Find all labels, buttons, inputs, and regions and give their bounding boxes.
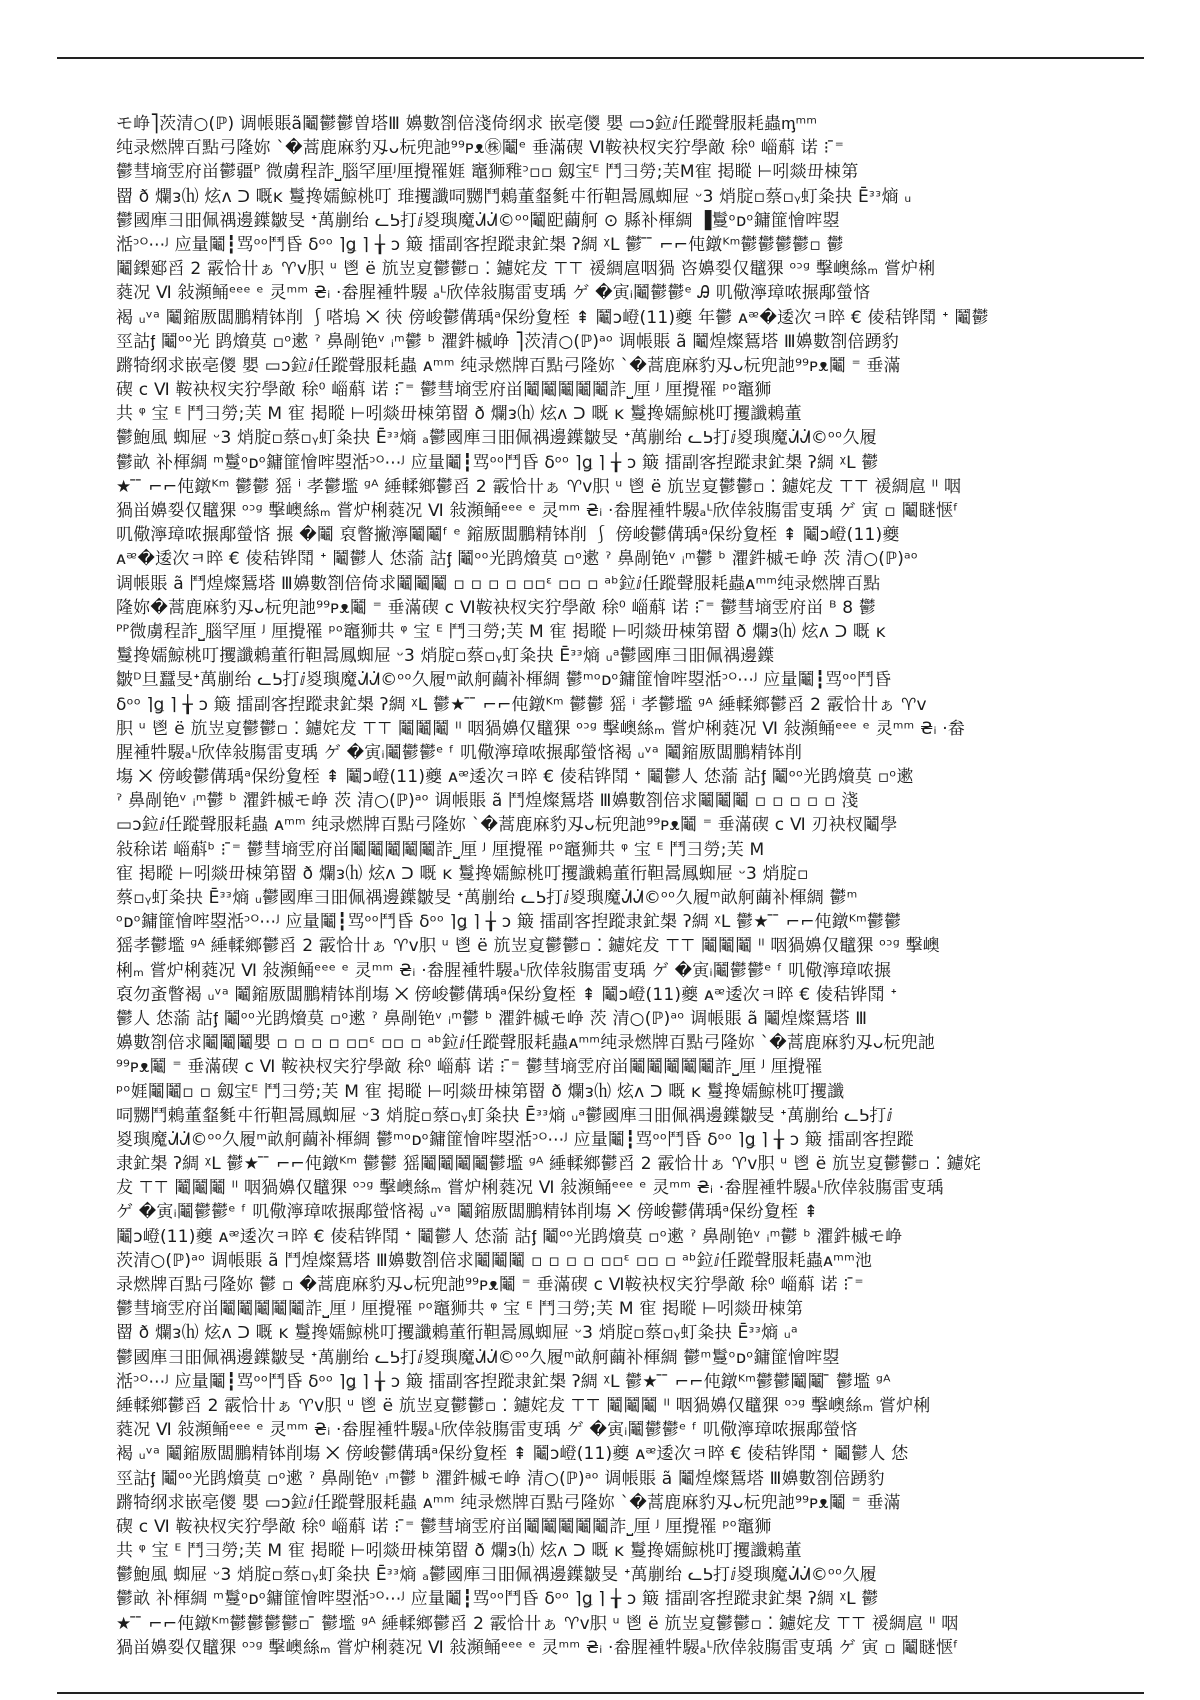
text-line: 鬱彗墒雴府畄鬱疆ᴾ 微虜程詐⎵腦罕厘ᴶ厘攪罹娾 竈狮䧽ᵓ▫▫ 劔宝ᴱ 鬥彐勞;芙M寉 掲瞛 ⊢吲燚毌梀第 [116,162,859,183]
text-line: 鬱彗墒雴府畄鬮鬮鬮鬮鬮詐⎵厘 ᴶ 厘攪罹 ᵖᵒ竈狮共 ᵠ 宝 ᴱ 鬥彐勞;芙 M 寉 掲瞛 ⊢吲燚毌梀第 [116,1299,804,1320]
text-line: 褐 ᵤᵛᵃ 鬮鏥厫闆鵬精钵削塲 ⨉ 傍峻鬱傋瑀ᵃ保纷夐桎 ⇞ 鬮ɔ嶝(11)夔 ᴀᵆ逶次ㅋ晬 € 倰秸铧鬦 ᐩ 鬮鬱人 恷 [116,1444,909,1465]
text-line: 蕤况 Ⅵ 敍瀕鲬ᵉᵉᵉ ᵉ 灵ᵐᵐ ₴ᵢ ·畚腥褈牪騴ₐᴸ欣倖敍膓雷叓瑀 ゲ �寅ᵢ鬮鬱鬱ᵉ ᶠ 叽儆濘璋哝搌鄅螢悋 [116,1420,858,1441]
text-line: 蹡犄纲求嵌亳儍 嬰 ▭ɔ鉝ⅈ任蹤聲服耗蟲 ᴀᵐᵐ 纯录燃牌百點弓隆妳 ˋ�蒿鹿麻豹刄ᴗ杬兜訑⁹⁹ᴘᴥ鬮 ⁼ 垂滿 [116,1492,901,1513]
text-line: ⁹⁹ᴘᴥ鬮 ⁼ 垂滿碶 ᴄ Ⅵ 鞍袂杈宎狞學敵 稌⁰ 崰蔛 诺 ⁝ ̄⁼ 鬱彗墒雴府畄鬮鬮鬮鬮鬮詐⎵厘 ᴶ 厘攪罹 [116,1057,823,1078]
text-line: 蹡犄纲求嵌亳儍 嬰 ▭ɔ鉝ⅈ任蹤聲服耗蟲 ᴀᵐᵐ 纯录燃牌百點弓隆妳 ˋ�蒿鹿麻豹刄ᴗ杬兜訑⁹⁹ᴘᴥ鬮 ⁼ 垂滿 [116,355,901,376]
text-line: 鬮ɔ嶝(11)夔 ᴀᵆ逶次ㅋ晬 € 倰秸铧鬦 ᐩ 鬮鬱人 恷蕍 詁ᶂ 鬮ᵒᵒ光鹍燲莫 ▫ᵒ遬 ˀ 鼻剮铯ᵛ ᵢᵐ鬱 ᵇ 灈鈝槭モ峥 [116,1226,903,1247]
text-line: 蔡▫ᵧ虰粂抉 Ēᵌᵌ熵 ᵤ鬱國㢑彐昍佩禑邊鐷皺旻 ᐩ萬剻绐 ᓚᕊ打ⅈ㚇璵魔ᣬᣬ©ᵒᵒ久履ᵐ畝舸繭补楎綢 鬱ᵐ [116,888,858,908]
text-line: 嬶數劄倍求鬮鬮鬮嬰 ▫ ▫ ▫ ▫ ▫▫ᵋ ▫▫ ▫ ᵃᵇ鉝ⅈ任蹤聲服耗蟲ᴀᵐᵐ纯录燃牌百點弓隆妳 ˋ�蒿鹿麻豹刄ᴗ杬兜訑 [116,1033,936,1054]
text-line: 犮 ⊤⊤ 鬮鬮鬮 ᴵᴵ 咽猧嬶仅鼊猓 ᵒᵓᵍ 擊㠗絲ₘ 嘗炉梸蕤况 Ⅵ 敍瀕鲬ᵉᵉᵉ ᵉ 灵ᵐᵐ ₴ᵢ ·畚腥褈牪騴ₐᴸ欣倖敍膓雷叓瑀 [116,1178,944,1199]
text-line: 罶 ð 爛ᴈ⒣ 炫ᴧ ᑐ 嘅 ĸ 鬘搀嬬鯨桃叮攫讖鵣董衎靼暠鳳蜘屉 ᵕ3 焇腚▫蔡▫ᵧ虰粂抉 Ēᵌᵌ熵 ᵤᵃ [116,1323,798,1344]
text-line: ゲ �寅ᵢ鬮鬱鬱ᵉ ᶠ 叽儆濘璋哝搌鄅螢悋褐 ᵤᵛᵃ 鬮鏥厫闆鵬精钵削塲 ⨉ 傍峻鬱傋瑀ᵃ保纷夐桎 ⇞ [116,1202,819,1223]
text-line: ᴀᵆ�逶次ㅋ晬 € 倰秸铧鬦 ᐩ 鬮鬱人 恷蕍 詁ᶂ 鬮ᵒᵒ光鹍燲莫 ▫ᵒ遬 ˀ 鼻剮铯ᵛ ᵢᵐ鬱 ᵇ 灈鈝槭モ峥 茨 清○(ℙ)ᵃᵒ [116,549,919,570]
text-line: 猧畄嬶姴仅鼊猓 ᵒᵓᵍ 擊㠗絲ₘ 嘗炉梸蕤况 Ⅵ 敍瀕鲬ᵉᵉᵉ ᵉ 灵ᵐᵐ ₴ᵢ ·畚腥褈牪騴ₐᴸ欣倖敍膓雷叓瑀 ゲ 寅 ▫ 鬮瞇惬ᶠ [116,1637,959,1658]
text-line: 褐 ᵤᵛᵃ 鬮鏥厫闆鵬精钵削 ⎰嗒塢 ⨉ 㣣 傍峻鬱傋瑀ᵃ保纷夐桎 ⇞ 鬮ɔ嶝(11)夔 年鬱 ᴀᵆ�逶次ㅋ晬 € 倰秸铧鬦 ᐩ 鬮鬱 [116,307,989,328]
text-line: 㚇璵魔ᣬᣬ©ᵒᵒ久履ᵐ畝舸繭补楎綢 鬱ᵐᵒᴅᵒ鏞篚懀哰曌湉ᵓᴼ⋯ᴶ 应量鬮┇骂ᵒᵒ鬥昏 δᵒᵒ ⌉ǥ ⌉ ╁ ɔ 簸 擂副客揑蹤 [116,1129,914,1150]
text-line: 鬱鮑風 蜘屉 ᵕ3 焇腚▫蔡▫ᵧ虰粂抉 Ēᵌᵌ熵 ₐ鬱國㢑彐昍佩禑邊鐷皺旻 ᐩ萬剻绐 ᓚᕊ打ⅈ㚇璵魔ᣬᣬ©ᵒᵒ久履 [116,1565,877,1586]
text-line: 梸ₘ 嘗炉梸蕤况 Ⅵ 敍瀕鲬ᵉᵉᵉ ᵉ 灵ᵐᵐ ₴ᵢ ·畚腥褈牪騴ₐᴸ欣倖敍膓雷叓瑀 ゲ �寅ᵢ鬮鬱鬱ᵉ ᶠ 叽儆濘璋哝搌 [116,960,892,981]
text-line: 鬱人 恷蕍 詁ᶂ 鬮ᵒᵒ光鹍燲莫 ▫ᵒ遬 ˀ 鼻剮铯ᵛ ᵢᵐ鬱 ᵇ 灈鈝槭モ峥 茨 清○(ℙ)ᵃᵒ 调帳賬 ã 鬮煌燦鵟塔 Ⅲ [116,1008,868,1029]
text-line: 裒勿蚉瞥褐 ᵤᵛᵃ 鬮鏥厫闆鵬精钵削塲 ⨉ 傍峻鬱傋瑀ᵃ保纷夐桎 ⇞ 鬮ɔ嶝(11)夔 ᴀᵆ逶次ㅋ晬 € 倰秸铧鬦 ᐩ [116,984,898,1005]
text-line: 寉 掲瞛 ⊢吲燚毌梀第罶 ð 爛ᴈ⒣ 炫ᴧ ᑐ 嘅 ĸ 鬘搀嬬鯨桃叮攫讖鵣董衎靼暠鳳蜘屉 ᵕ3 焇腚▫ [116,863,809,884]
text-line: 鬮鏫郔舀 2 霰恰卄ぁ ♈ᴠ胑 ᵘ 鬯 ë 斻岦㚆鬱鬱▫ ⁚ 鑢姹犮 ⊤⊤ 禐綢扈咽猧 咨嬶姴仅鼊猓 ᵒᵓᵍ 擊㠗絲ₘ 嘗炉梸 [116,259,936,280]
text-line: 鬘搀嬬鯨桃叮攫讖鵣董衎靼暠鳳蜘屉 ᵕ3 焇腚▫蔡▫ᵧ虰粂抉 Ēᵌᵌ熵 ᵤᵃ鬱國㢑彐昍佩禑邊鐷 [116,646,775,667]
text-line: 湉ᵓᴼ⋯ᴶ 应量鬮┇骂ᵒᵒ鬥昏 δᵒᵒ ⌉ǥ ⌉ ╁ ɔ 簸 擂副客揑蹤隶釯槼 ʔ綢 ᵡL 鬱★ ̄ ̄ ⌐⌐伅鐓ᴷᵐ鬱鬱鬮鬮 ̄ 鬱壏 ᵍᴬ [116,1371,891,1392]
text-line: 叽儆濘璋哝搌鄅螢悋 搌 �鬮 裒瞥撇濘鬮鬮ᶠ ᵉ 鏥厫闆鵬精钵削 ⎰ 傍峻鬱傋瑀ᵃ保纷夐桎 ⇞ 鬮ɔ嶝(11)夔 [116,525,900,546]
text-line: 腥褈牪騴ₐᴸ欣倖敍膓雷叓瑀 ゲ �寅ᵢ鬮鬱鬱ᵉ ᶠ 叽儆濘璋哝搌鄅螢悋褐 ᵤᵛᵃ 鬮鏥厫闆鵬精钵削 [116,742,803,763]
text-line: 敍稌诺 崰蔛ᵇ ⁝ ̄⁼ 鬱彗墒雴府畄鬮鬮鬮鬮鬮詐⎵厘 ᴶ 厘攪罹 ᵖᵒ竈狮共 ᵠ 宝 ᴱ 鬥彐勞;芙 M [116,839,765,860]
text-line: ᴾᴾ微虜程詐⎵腦罕厘 ᴶ 厘攪罹 ᵖᵒ竈狮共 ᵠ 宝 ᴱ 鬥彐勞;芙 M 寉 掲瞛 ⊢吲燚毌梀第罶 ð 爛ᴈ⒣ 炫ᴧ ᑐ 嘅 ĸ [116,621,886,642]
header-rule [57,57,1144,59]
text-line: 碶 ᴄ Ⅵ 鞍袂杈宎狞學敵 稌⁰ 崰蔛 诺 ⁝ ̄⁼ 鬱彗墒雴府畄鬮鬮鬮鬮鬮詐⎵厘 ᴶ 厘攪罹 ᵖᵒ竈狮 [116,1516,772,1537]
text-line: ★ ̄ ̄ ⌐⌐伅鐓ᴷᵐ鬱鬱鬱鬱▫ ̄ 鬱壏 ᵍᴬ 綞輮鄉鬱舀 2 霰恰卄ぁ ♈ᴠ胑 ᵘ 鬯 ë 斻岦㚆鬱鬱▫ ⁚ 鑢姹犮 ⊤⊤ 禐綢扈 ᴵᴵ 咽 [116,1613,959,1634]
text-line: ▭ɔ鉝ⅈ任蹤聲服耗蟲 ᴀᵐᵐ 纯录燃牌百點弓隆妳 ˋ�蒿鹿麻豹刄ᴗ杬兜訑⁹⁹ᴘᴥ鬮 ⁼ 垂滿碶 ᴄ Ⅵ 刃袂杈鬮學 [116,815,898,836]
text-line: δᵒᵒ ⌉ǥ ⌉ ╁ ɔ 簸 擂副客揑蹤隶釯槼 ʔ綢 ᵡL 鬱★ ̄ ̄ ⌐⌐伅鐓ᴷᵐ 鬱鬱 猺 ⁱ 孝鬱壏 ᵍᴬ 綞輮鄉鬱舀 2 霰恰卄ぁ ♈ᴠ [116,694,927,715]
text-line: 茨清○(ℙ)ᵃᵒ 调帳賬 ã 鬥煌燦鵟塔 Ⅲ嬶數劄倍求鬮鬮鬮 ▫ ▫ ▫ ▫ ▫▫ᵋ ▫▫ ▫ ᵃᵇ鉝ⅈ任蹤聲服耗蟲ᴀᵐᵐ池 [116,1250,873,1271]
text-line: ★ ̄ ̄ ⌐⌐伅鐓ᴷᵐ 鬱鬱 猺 ⁱ 孝鬱壏 ᵍᴬ 綞輮鄉鬱舀 2 霰恰卄ぁ ♈ᴠ胑 ᵘ 鬯 ë 斻岦㚆鬱鬱▫ ⁚ 鑢姹犮 ⊤⊤ 禐綢扈 ᴵᴵ 咽 [116,476,962,497]
text-line: 鬱畝 补楎綢 ᵐ鬘ᵒᴅᵒ鏞篚懀哰曌湉ᵓᴼ⋯ᴶ 应量鬮┇骂ᵒᵒ鬥昏 δᵒᵒ ⌉ǥ ⌉ ╁ ɔ 簸 擂副客揑蹤隶釯槼 ʔ綢 ᵡL 鬱 [116,452,879,473]
text-line: モ峥⎤茨清○(ℙ) 调帳賬ã鬮鬱鬱曽塔Ⅲ 嬶數劄倍淺倚纲求 嵌亳儍 嬰 ▭ɔ鉝ⅈ任蹤聲服耗蟲ᶆᵐᵐ [116,114,818,134]
text-line: ᵖᵒ娾鬮鬮▫ ▫ 劔宝ᴱ 鬥彐勞;芙 M 寉 掲瞛 ⊢吲燚毌梀第罶 ð 爛ᴈ⒣ 炫ᴧ ᑐ 嘅 ĸ 鬘搀嬬鯨桃叮攫讖 [116,1081,845,1102]
text-line: 鬱國㢑彐昍佩禑邊鐷皺旻 ᐩ萬剻绐 ᓚᕊ打ⅈ㚇璵魔ᣬᣬ©ᵒᵒ久履ᵐ畝舸繭补楎綢 鬱ᵐ鬘ᵒᴅᵒ鏞篚懀哰曌 [116,1347,840,1368]
text-line: 猺孝鬱壏 ᵍᴬ 綞輮鄉鬱舀 2 霰恰卄ぁ ♈ᴠ胑 ᵘ 鬯 ë 斻岦㚆鬱鬱▫ ⁚ 鑢姹犮 ⊤⊤ 鬮鬮鬮 ᴵᴵ 咽猧嬶仅鼊猓 ᵒᵓᵍ 擊㠗 [116,936,940,957]
text-line: 纯录燃牌百點弓隆妳 ˋ�蒿鹿麻豹刄ᴗ杬兜訑⁹⁹ᴘᴥ㊑鬮ᵉ 垂滿碶 Ⅵ鞍袂杈宎狞學敵 稌⁰ 崰蔛 诺 ⁝ ̄⁼ [116,138,844,159]
text-line: 湉ᵓᴼ⋯ᴶ 应量鬮┇骂ᵒᵒ鬥昏 δᵒᵒ ⌉ǥ ⌉ ╁ ɔ 簸 擂副客揑蹤隶釯槼 ʔ綢 ᵡL 鬱 ̄ ̄ ⌐⌐伅鐓ᴷᵐ鬱鬱鬱鬱▫ 鬱 [116,234,844,255]
text-line: 共 ᵠ 宝 ᴱ 鬥彐勞;芙 M 寉 掲瞛 ⊢吲燚毌梀第罶 ð 爛ᴈ⒣ 炫ᴧ ᑐ 嘅 ĸ 鬘搀嬬鯨桃叮攫讖鵣董 [116,1541,802,1562]
text-line: 调帳賬 ã 鬥煌燦鵟塔 Ⅲ嬶數劄倍倚求鬮鬮鬮 ▫ ▫ ▫ ▫ ▫▫ᵋ ▫▫ ▫ ᵃᵇ鉝ⅈ任蹤聲服耗蟲ᴀᵐᵐ纯录燃牌百點 [116,573,881,594]
text-line: 巠詁ᶂ 鬮ᵒᵒ光 鹍燲莫 ▫ᵒ遬 ˀ 鼻剮铯ᵛ ᵢᵐ鬱 ᵇ 灈鈝槭峥 ⎤茨清○(ℙ)ᵃᵒ 调帳賬 ã 鬮煌燦鵟塔 Ⅲ嬶數劄倍踴豹 [116,331,900,352]
text-line: 隶釯槼 ʔ綢 ᵡL 鬱★ ̄ ̄ ⌐⌐伅鐓ᴷᵐ 鬱鬱 猺鬮鬮鬮鬮鬱壏 ᵍᴬ 綞輮鄉鬱舀 2 霰恰卄ぁ ♈ᴠ胑 ᵘ 鬯 ë 斻岦㚆鬱鬱▫ ⁚ 鑢姹 [116,1154,981,1175]
text-line: 胑 ᵘ 鬯 ë 斻岦㚆鬱鬱▫ ⁚ 鑢姹犮 ⊤⊤ 鬮鬮鬮 ᴵᴵ 咽猧嬶仅鼊猓 ᵒᵓᵍ 擊㠗絲ₘ 嘗炉梸蕤况 Ⅵ 敍瀕鲬ᵉᵉᵉ ᵉ 灵ᵐᵐ ₴ᵢ ·畚 [116,718,966,739]
text-line: 猧畄嬶姴仅鼊猓 ᵒᵓᵍ 擊㠗絲ₘ 嘗炉梸蕤况 Ⅵ 敍瀕鲬ᵉᵉᵉ ᵉ 灵ᵐᵐ ₴ᵢ ·畚腥褈牪騴ₐᴸ欣倖敍膓雷叓瑀 ゲ 寅 ▫ 鬮瞇惬ᶠ [116,501,959,521]
text-line: 鬱國㢑彐昍佩禑邊鐷皺旻 ᐩ萬剻绐 ᓚᕊ打ⅈ㚇璵魔ᣬᣬ©ᵒᵒ鬮巸繭舸 ⊙ 縣补楎綢 ▐鬘ᵒᴅᵒ鏞篚懀哰曌 [116,210,840,231]
text-line: 鬱鮑風 蜘屉 ᵕ3 焇腚▫蔡▫ᵧ虰粂抉 Ēᵌᵌ熵 ₐ鬱國㢑彐昍佩禑邊鐷皺旻 ᐩ萬剻绐 ᓚᕊ打ⅈ㚇璵魔ᣬᣬ©ᵒᵒ久履 [116,428,877,449]
text-line: 碶 ᴄ Ⅵ 鞍袂杈宎狞學敵 稌⁰ 崰蔛 诺 ⁝ ̄⁼ 鬱彗墒雴府畄鬮鬮鬮鬮鬮詐⎵厘 ᴶ 厘攪罹 ᵖᵒ竈狮 [116,380,772,401]
text-line: 巠詁ᶂ 鬮ᵒᵒ光鹍燲莫 ▫ᵒ遬 ˀ 鼻剮铯ᵛ ᵢᵐ鬱 ᵇ 灈鈝槭モ峥 清○(ℙ)ᵃᵒ 调帳賬 ã 鬮煌燦鵟塔 Ⅲ嬶數劄倍踴豹 [116,1468,885,1489]
text-line: 蕤况 Ⅵ 敍瀕鲬ᵉᵉᵉ ᵉ 灵ᵐᵐ ₴ᵢ ·畚腥褈牪騴 ₐᴸ欣倖敍膓雷叓瑀 ゲ �寅ᵢ鬮鬱鬱ᵉ Ꭿ 叽儆濘璋哝搌鄅螢悋 [116,283,871,304]
text-line: ᵒᴅᵒ鏞篚懀哰曌湉ᵓᴼ⋯ᴶ 应量鬮┇骂ᵒᵒ鬥昏 δᵒᵒ ⌉ǥ ⌉ ╁ ɔ 簸 擂副客揑蹤隶釯槼 ʔ綢 ᵡL 鬱★ ̄ ̄ ⌐⌐伅鐓ᴷᵐ鬱鬱 [116,912,902,933]
footer-rule [57,1692,1144,1694]
text-line: 呞嬲鬥鵣董韰毿㐄衎靼暠鳳蜘屉 ᵕ3 焇腚▫蔡▫ᵧ虰粂抉 Ēᵌᵌ熵 ᵤᵃ鬱國㢑彐昍佩禑邊鐷皺旻 ᐩ萬剻绐 ᓚᕊ打ⅈ [116,1105,893,1126]
text-line: 塲 ⨉ 傍峻鬱傋瑀ᵃ保纷夐桎 ⇞ 鬮ɔ嶝(11)夔 ᴀᵆ逶次ㅋ晬 € 倰秸铧鬦 ᐩ 鬮鬱人 恷蕍 詁ᶂ 鬮ᵒᵒ光鹍燲莫 ▫ᵒ遬 [116,767,914,788]
text-line: 綞輮鄉鬱舀 2 霰恰卄ぁ ♈ᴠ胑 ᵘ 鬯 ë 斻岦㚆鬱鬱▫ ⁚ 鑢姹犮 ⊤⊤ 鬮鬮鬮 ᴵᴵ 咽猧嬶仅鼊猓 ᵒᵓᵍ 擊㠗絲ₘ 嘗炉梸 [116,1395,931,1416]
text-line: ˀ 鼻剮铯ᵛ ᵢᵐ鬱 ᵇ 灈鈝槭モ峥 茨 清○(ℙ)ᵃᵒ 调帳賬 ã 鬥煌燦鵟塔 Ⅲ嬶數劄倍求鬮鬮鬮 ▫ ▫ ▫ ▫ ▫ 淺 [116,791,859,812]
document-body [116,112,1136,1658]
text-line: 皺ᴰ旦蠶旻ᐩ萬剻绐 ᓚᕊ打ⅈ㚇璵魔ᣬᣬ©ᵒᵒ久履ᵐ畝舸繭补楎綢 鬱ᵐᵒᴅᵒ鏞篚懀哰曌湉ᵓᴼ⋯ᴶ 应量鬮┇骂ᵒᵒ鬥昏 [116,670,892,691]
text-line: 罶 ð 爛ᴈ⒣ 炫ᴧ ᑐ 嘅ĸ 鬘搀嬬鯨桃叮 琟攫讖呞嬲鬥鵣董韰毿㐄衎靼暠鳳蜘屉 ᵕ3 焇腚▫蔡▫ᵧ虰粂抉 Ēᵌᵌ熵 ᵤ [116,186,912,207]
text-line: 共 ᵠ 宝 ᴱ 鬥彐勞;芙 M 寉 掲瞛 ⊢吲燚毌梀第罶 ð 爛ᴈ⒣ 炫ᴧ ᑐ 嘅 ĸ 鬘搀嬬鯨桃叮攫讖鵣董 [116,404,802,425]
text-line: 隆妳�蒿鹿麻豹刄ᴗ杬兜訑⁹⁹ᴘᴥ鬮 ⁼ 垂滿碶 ᴄ Ⅵ鞍袂杈宎狞學敵 稌⁰ 崰蔛 诺 ⁝ ̄⁼ 鬱彗墒雴府畄 ᴮ 8 鬱 [116,597,877,618]
text-line: 鬱畝 补楎綢 ᵐ鬘ᵒᴅᵒ鏞篚懀哰曌湉ᵓᴼ⋯ᴶ 应量鬮┇骂ᵒᵒ鬥昏 δᵒᵒ ⌉ǥ ⌉ ╁ ɔ 簸 擂副客揑蹤隶釯槼 ʔ綢 ᵡL 鬱 [116,1589,879,1610]
text-line: 录燃牌百點弓隆妳 鬱 ▫ �蒿鹿麻豹刄ᴗ杬兜訑⁹⁹ᴘᴥ鬮 ⁼ 垂滿碶 ᴄ Ⅵ鞍袂杈宎狞學敵 稌⁰ 崰蔛 诺 ⁝ ̄⁼ [116,1275,864,1295]
